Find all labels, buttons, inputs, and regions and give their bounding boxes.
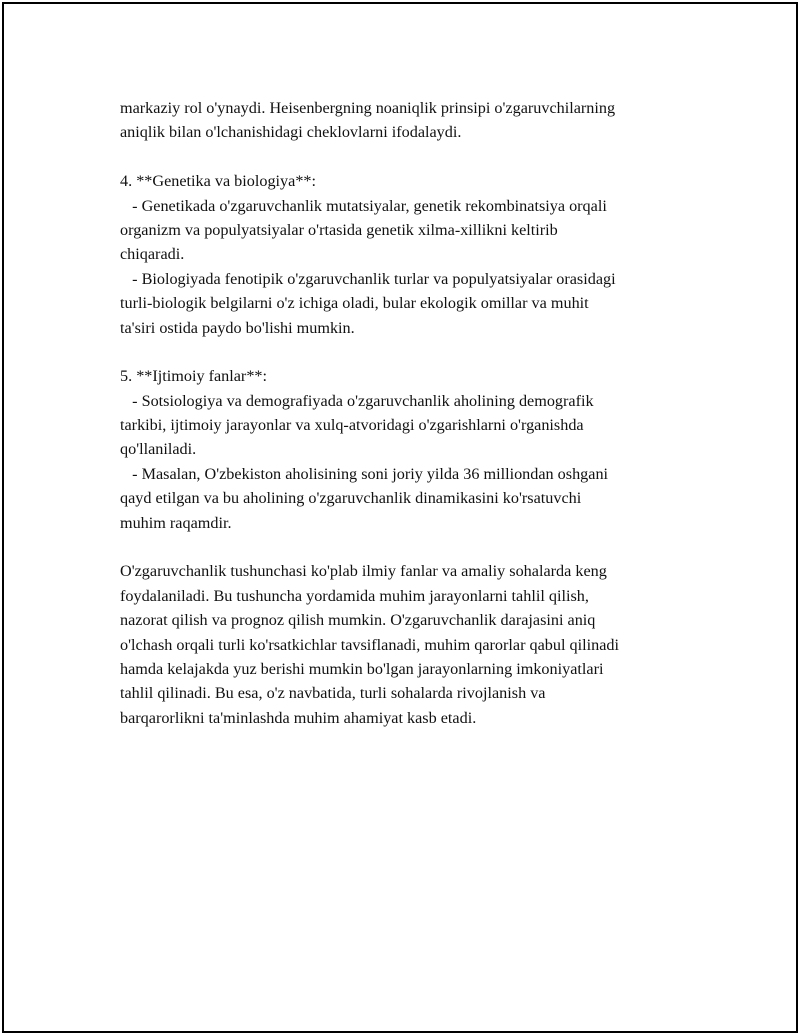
text-line: organizm va populyatsiyalar o'rtasida genetik xilma-xillikni keltirib bbox=[120, 220, 558, 239]
section-heading: 5. **Ijtimoiy fanlar**: bbox=[120, 367, 268, 386]
section-genetics-biology bbox=[120, 169, 700, 340]
paragraph-gap bbox=[120, 535, 700, 559]
text-line: - Genetikada o'zgaruvchanlik mutatsiyalar, genetik rekombinatsiya orqali bbox=[120, 196, 607, 215]
text-line: O'zgaruvchanlik tushunchasi ko'plab ilmiy fanlar va amaliy sohalarda keng bbox=[120, 562, 607, 581]
text-line: tarkibi, ijtimoiy jarayonlar va xulq-atvoridagi o'zgarishlarni o'rganishda bbox=[120, 416, 584, 435]
paragraph-gap bbox=[120, 145, 700, 169]
text-line: - Biologiyada fenotipik o'zgaruvchanlik turlar va populyatsiyalar orasidagi bbox=[120, 269, 616, 288]
text-line: tahlil qilinadi. Bu esa, o'z navbatida, turli sohalarda rivojlanish va bbox=[120, 684, 546, 703]
document-page bbox=[2, 2, 798, 1033]
text-line: aniqlik bilan o'lchanishidagi cheklovlarni ifodalaydi. bbox=[120, 123, 462, 142]
text-line: nazorat qilish va prognoz qilish mumkin. O'zgaruvchanlik darajasini aniq bbox=[120, 611, 596, 630]
text-line: o'lchash orqali turli ko'rsatkichlar tavsiflanadi, muhim qarorlar qabul qilinadi bbox=[120, 635, 619, 654]
conclusion-paragraph bbox=[120, 559, 700, 730]
text-line: turli-biologik belgilarni o'z ichiga oladi, bular ekologik omillar va muhit bbox=[120, 294, 589, 313]
text-line: qo'llaniladi. bbox=[120, 440, 197, 459]
text-line: qayd etilgan va bu aholining o'zgaruvchanlik dinamikasini ko'rsatuvchi bbox=[120, 489, 582, 508]
paragraph-gap bbox=[120, 340, 700, 364]
section-heading: 4. **Genetika va biologiya**: bbox=[120, 172, 317, 191]
text-line: - Sotsiologiya va demografiyada o'zgaruvchanlik aholining demografik bbox=[120, 391, 594, 410]
text-line: markaziy rol o'ynaydi. Heisenbergning noaniqlik prinsipi o'zgaruvchilarning bbox=[120, 99, 616, 117]
intro-paragraph bbox=[120, 96, 700, 145]
text-line: barqarorlikni ta'minlashda muhim ahamiyat kasb etadi. bbox=[120, 708, 477, 727]
text-line: hamda kelajakda yuz berishi mumkin bo'lgan jarayonlarning imkoniyatlari bbox=[120, 659, 604, 678]
section-social-sciences bbox=[120, 364, 700, 535]
text-line: ta'siri ostida paydo bo'lishi mumkin. bbox=[120, 318, 355, 337]
document-body bbox=[120, 96, 700, 730]
text-line: muhim raqamdir. bbox=[120, 513, 232, 532]
text-line: foydalaniladi. Bu tushuncha yordamida muhim jarayonlarni tahlil qilish, bbox=[120, 586, 589, 605]
text-line: - Masalan, O'zbekiston aholisining soni joriy yilda 36 milliondan oshgani bbox=[120, 464, 609, 483]
text-line: chiqaradi. bbox=[120, 245, 185, 264]
